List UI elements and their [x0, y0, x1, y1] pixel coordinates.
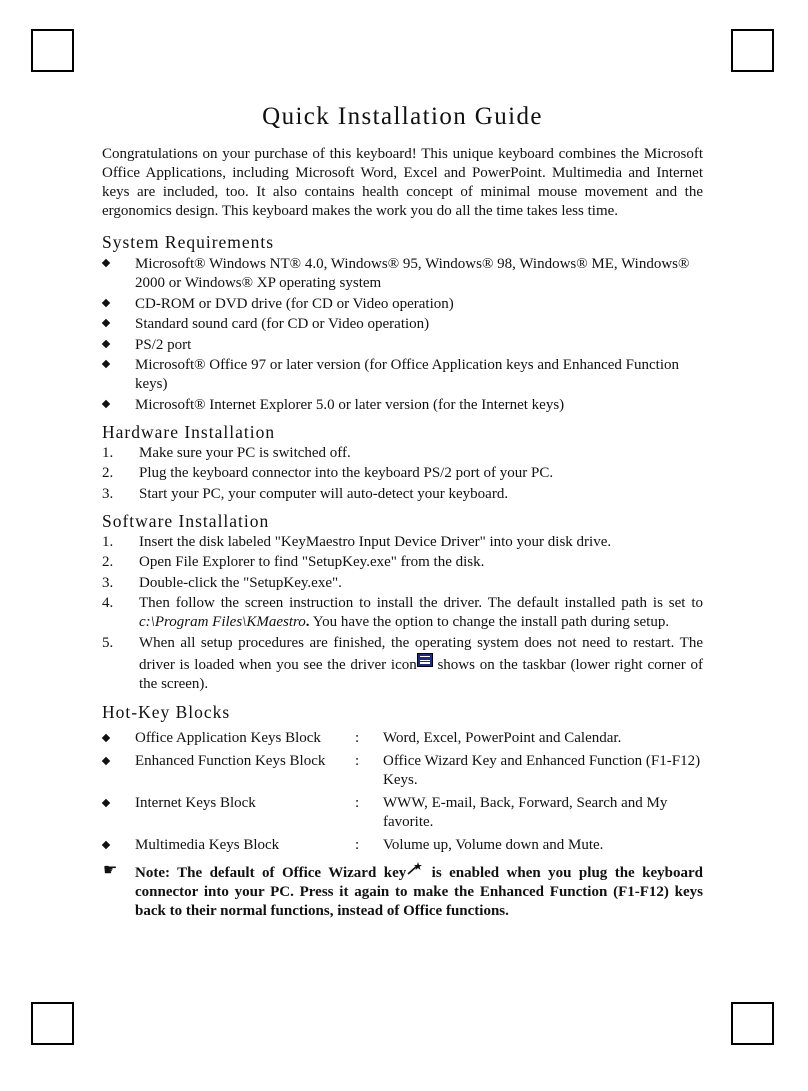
bullet-diamond-icon — [102, 399, 110, 407]
document-body — [102, 100, 703, 921]
driver-tray-icon — [417, 653, 433, 667]
list-item: 2. Open File Explorer to find "SetupKey.exe" from the disk. — [102, 554, 485, 570]
list-item: CD-ROM or DVD drive (for CD or Video operation) — [102, 295, 703, 314]
list-item: 2. Plug the keyboard connector into the keyboard PS/2 port of your PC. — [102, 465, 554, 481]
bullet-diamond-icon — [102, 360, 110, 368]
hot-key-row: Internet Keys Block : WWW, E-mail, Back, Forward, Search and My favorite. — [102, 794, 703, 832]
install-path: c:\Program Files\KMaestro — [139, 614, 306, 630]
bullet-diamond-icon — [102, 298, 110, 306]
list-item: Standard sound card (for CD or Video operation) — [102, 315, 703, 334]
crop-mark-bottom-right — [731, 1002, 774, 1045]
software-installation-heading: Software Installation — [102, 510, 270, 531]
list-item: Microsoft® Office 97 or later version (for Office Application keys and Enhanced Function keys) — [102, 356, 703, 394]
magic-wand-icon — [406, 861, 424, 875]
system-requirements-list — [102, 255, 703, 415]
bullet-diamond-icon — [102, 259, 110, 267]
list-item: Microsoft® Internet Explorer 5.0 or later version (for the Internet keys) — [102, 396, 703, 415]
bullet-diamond-icon — [102, 319, 110, 327]
crop-mark-bottom-left — [31, 1002, 74, 1045]
list-item: 3. Double-click the "SetupKey.exe". — [102, 574, 342, 591]
hot-key-row: Office Application Keys Block : Word, Excel, PowerPoint and Calendar. — [102, 729, 703, 748]
pointing-hand-icon: ☛ — [103, 861, 118, 879]
list-item: 3. Start your PC, your computer will auto-detect your keyboard. — [102, 485, 509, 502]
note-paragraph: ☛ Note: The default of Office Wizard key is enabled when you plug the keyboard connector into your PC. Press it again to make the Enhanced Function (F1-F12) keys back to their normal functions, instead of Office functions. — [103, 861, 703, 919]
hardware-installation-heading: Hardware Installation — [102, 421, 276, 442]
hot-key-row: Enhanced Function Keys Block : Office Wizard Key and Enhanced Function (F1-F12) Keys. — [102, 752, 703, 790]
intro-paragraph: Congratulations on your purchase of this keyboard! This unique keyboard combines the Microsoft Office Applications, including Microsoft Word, Excel and PowerPoint. Multimedia and Internet keys are included, too. It also contains health concept of minimal mouse movement and the ergonomics design. This keyboard makes the work you do all the time takes less time. — [102, 146, 703, 219]
bullet-diamond-icon — [102, 339, 110, 347]
system-requirements-heading: System Requirements — [102, 232, 275, 252]
list-item: 1. Make sure your PC is switched off. — [102, 444, 351, 461]
list-item: PS/2 port — [102, 336, 703, 355]
list-item: 1. Insert the disk labeled "KeyMaestro Input Device Driver" into your disk drive. — [102, 533, 612, 550]
list-item: 4. Then follow the screen instruction to install the driver. The default installed path is set to c:\Program Files\KMaestro. You have the option to change the install path during setup. — [102, 595, 703, 630]
list-item: 5. When all setup procedures are finished, the operating system does not need to restart. The driver is loaded when you see the driver icon shows on the taskbar (lower right corner of the screen). — [102, 634, 703, 692]
crop-mark-top-right — [731, 29, 774, 72]
hot-key-blocks-heading: Hot-Key Blocks — [102, 701, 231, 722]
hot-key-blocks-list — [102, 729, 703, 855]
page-title: Quick Installation Guide — [262, 103, 543, 130]
crop-mark-top-left — [31, 29, 74, 72]
hot-key-row: Multimedia Keys Block : Volume up, Volume down and Mute. — [102, 836, 703, 855]
list-item: Microsoft® Windows NT® 4.0, Windows® 95, Windows® 98, Windows® ME, Windows® 2000 or Windows® XP operating system — [102, 255, 703, 293]
software-installation-steps — [102, 533, 703, 694]
hardware-installation-steps — [102, 444, 703, 504]
